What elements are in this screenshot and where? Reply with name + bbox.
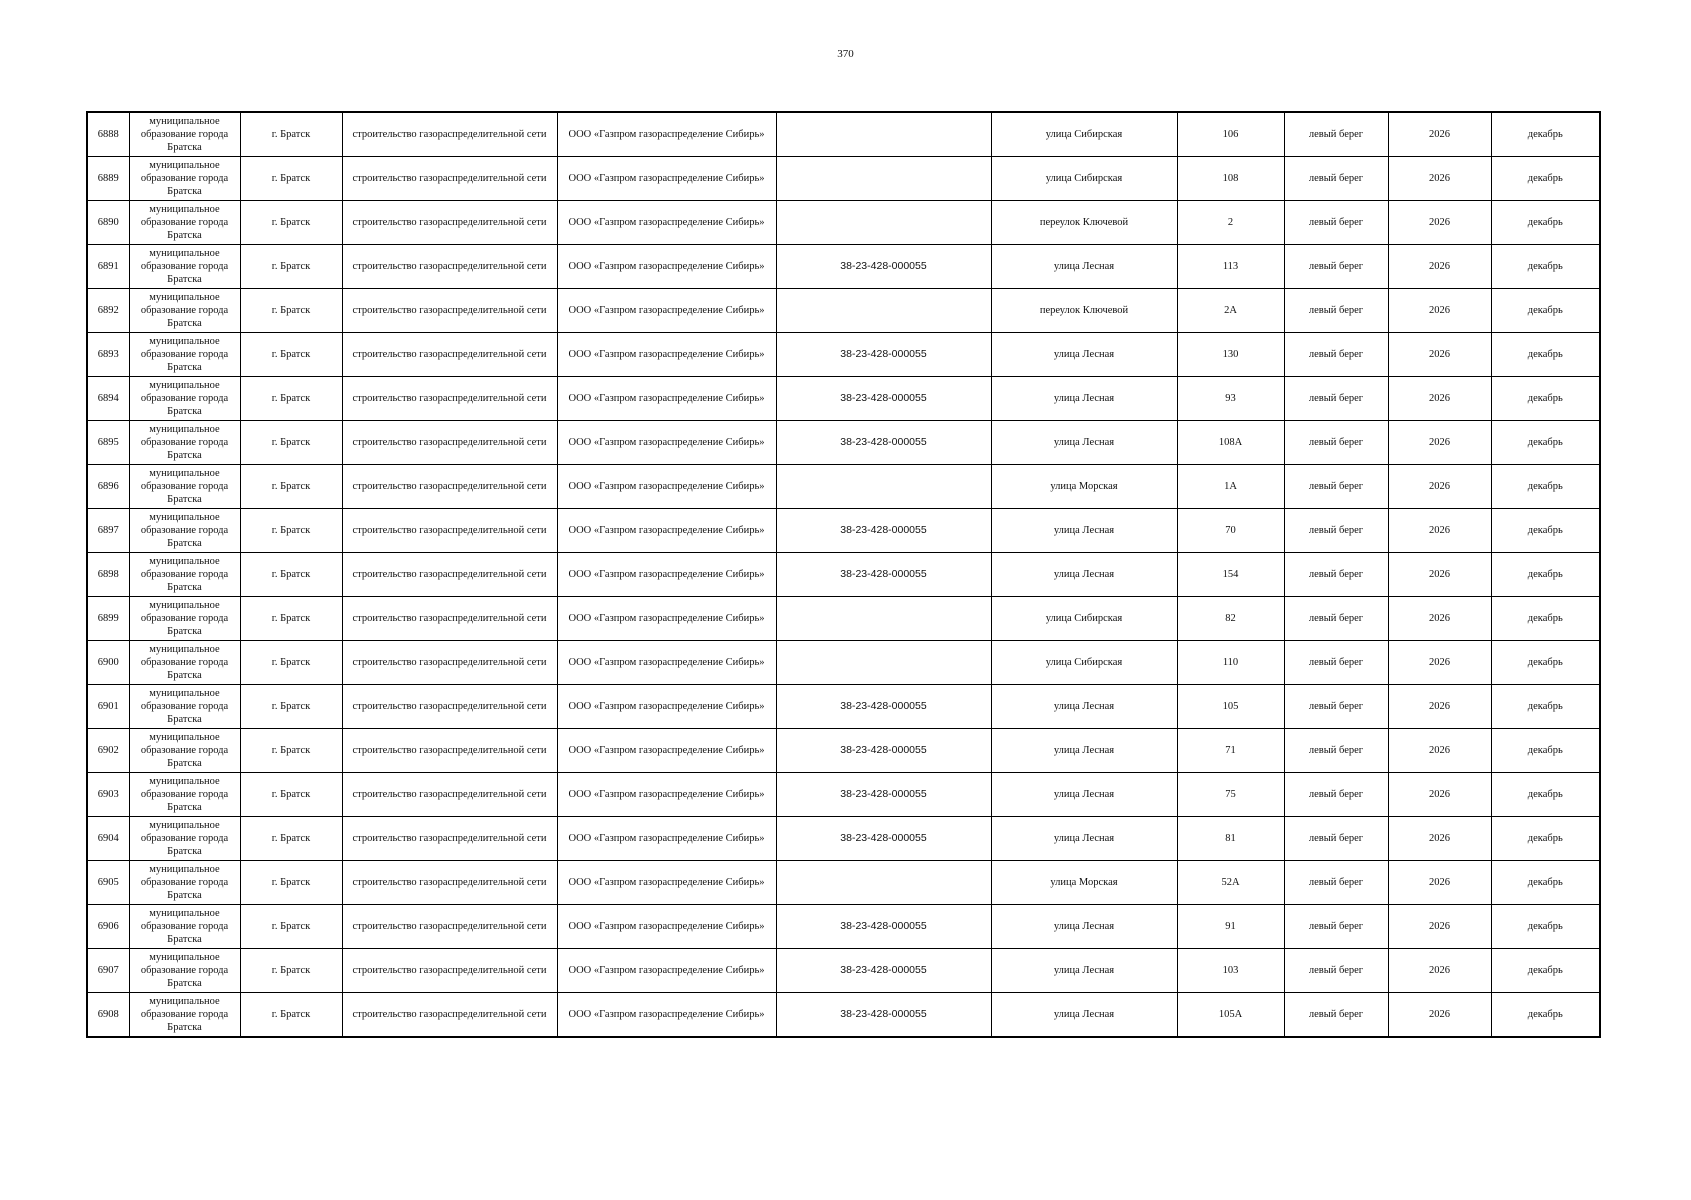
cadastral-cell <box>776 465 991 509</box>
row-number: 6899 <box>87 597 129 641</box>
municipality-cell: муниципальное образование города Братска <box>129 597 240 641</box>
cadastral-cell: 38-23-428-000055 <box>776 729 991 773</box>
table-row <box>87 289 1600 333</box>
house-cell: 106 <box>1177 112 1284 157</box>
cadastral-cell <box>776 201 991 245</box>
municipality-cell: муниципальное образование города Братска <box>129 112 240 157</box>
year-cell: 2026 <box>1388 112 1491 157</box>
organization-cell: ООО «Газпром газораспределение Сибирь» <box>557 157 776 201</box>
year-cell: 2026 <box>1388 773 1491 817</box>
house-cell: 93 <box>1177 377 1284 421</box>
register-body <box>87 112 1600 1037</box>
bank-cell: левый берег <box>1284 597 1388 641</box>
municipality-cell: муниципальное образование города Братска <box>129 553 240 597</box>
house-cell: 70 <box>1177 509 1284 553</box>
year-cell: 2026 <box>1388 817 1491 861</box>
month-cell: декабрь <box>1491 817 1600 861</box>
row-number: 6898 <box>87 553 129 597</box>
house-cell: 2А <box>1177 289 1284 333</box>
bank-cell: левый берег <box>1284 509 1388 553</box>
street-cell: улица Лесная <box>991 421 1177 465</box>
street-cell: улица Сибирская <box>991 641 1177 685</box>
year-cell: 2026 <box>1388 421 1491 465</box>
object-cell: строительство газораспределительной сети <box>342 553 557 597</box>
municipality-cell: муниципальное образование города Братска <box>129 641 240 685</box>
register-table <box>86 111 1601 1038</box>
bank-cell: левый берег <box>1284 905 1388 949</box>
cadastral-cell <box>776 289 991 333</box>
house-cell: 75 <box>1177 773 1284 817</box>
bank-cell: левый берег <box>1284 817 1388 861</box>
table-row <box>87 685 1600 729</box>
house-cell: 71 <box>1177 729 1284 773</box>
table-row <box>87 509 1600 553</box>
organization-cell: ООО «Газпром газораспределение Сибирь» <box>557 112 776 157</box>
row-number: 6893 <box>87 333 129 377</box>
table-row <box>87 553 1600 597</box>
object-cell: строительство газораспределительной сети <box>342 289 557 333</box>
street-cell: улица Лесная <box>991 949 1177 993</box>
object-cell: строительство газораспределительной сети <box>342 641 557 685</box>
street-cell: улица Лесная <box>991 905 1177 949</box>
table-row <box>87 377 1600 421</box>
cadastral-cell: 38-23-428-000055 <box>776 245 991 289</box>
table-row <box>87 993 1600 1038</box>
table-row <box>87 773 1600 817</box>
table-row <box>87 245 1600 289</box>
city-cell: г. Братск <box>240 112 342 157</box>
object-cell: строительство газораспределительной сети <box>342 817 557 861</box>
row-number: 6903 <box>87 773 129 817</box>
organization-cell: ООО «Газпром газораспределение Сибирь» <box>557 993 776 1038</box>
object-cell: строительство газораспределительной сети <box>342 421 557 465</box>
bank-cell: левый берег <box>1284 993 1388 1038</box>
row-number: 6906 <box>87 905 129 949</box>
organization-cell: ООО «Газпром газораспределение Сибирь» <box>557 333 776 377</box>
municipality-cell: муниципальное образование города Братска <box>129 509 240 553</box>
city-cell: г. Братск <box>240 465 342 509</box>
object-cell: строительство газораспределительной сети <box>342 861 557 905</box>
bank-cell: левый берег <box>1284 685 1388 729</box>
row-number: 6891 <box>87 245 129 289</box>
street-cell: улица Морская <box>991 861 1177 905</box>
house-cell: 103 <box>1177 949 1284 993</box>
street-cell: улица Лесная <box>991 553 1177 597</box>
organization-cell: ООО «Газпром газораспределение Сибирь» <box>557 773 776 817</box>
object-cell: строительство газораспределительной сети <box>342 905 557 949</box>
municipality-cell: муниципальное образование города Братска <box>129 861 240 905</box>
municipality-cell: муниципальное образование города Братска <box>129 157 240 201</box>
organization-cell: ООО «Газпром газораспределение Сибирь» <box>557 949 776 993</box>
object-cell: строительство газораспределительной сети <box>342 597 557 641</box>
month-cell: декабрь <box>1491 333 1600 377</box>
bank-cell: левый берег <box>1284 201 1388 245</box>
cadastral-cell: 38-23-428-000055 <box>776 333 991 377</box>
street-cell: улица Лесная <box>991 509 1177 553</box>
year-cell: 2026 <box>1388 201 1491 245</box>
street-cell: улица Лесная <box>991 685 1177 729</box>
month-cell: декабрь <box>1491 377 1600 421</box>
city-cell: г. Братск <box>240 949 342 993</box>
cadastral-cell <box>776 641 991 685</box>
street-cell: переулок Ключевой <box>991 201 1177 245</box>
month-cell: декабрь <box>1491 112 1600 157</box>
municipality-cell: муниципальное образование города Братска <box>129 245 240 289</box>
municipality-cell: муниципальное образование города Братска <box>129 949 240 993</box>
row-number: 6905 <box>87 861 129 905</box>
bank-cell: левый берег <box>1284 421 1388 465</box>
street-cell: улица Лесная <box>991 729 1177 773</box>
house-cell: 154 <box>1177 553 1284 597</box>
city-cell: г. Братск <box>240 685 342 729</box>
table-row <box>87 949 1600 993</box>
organization-cell: ООО «Газпром газораспределение Сибирь» <box>557 201 776 245</box>
city-cell: г. Братск <box>240 157 342 201</box>
row-number: 6889 <box>87 157 129 201</box>
house-cell: 108А <box>1177 421 1284 465</box>
street-cell: переулок Ключевой <box>991 289 1177 333</box>
bank-cell: левый берег <box>1284 157 1388 201</box>
object-cell: строительство газораспределительной сети <box>342 729 557 773</box>
cadastral-cell: 38-23-428-000055 <box>776 817 991 861</box>
street-cell: улица Лесная <box>991 245 1177 289</box>
object-cell: строительство газораспределительной сети <box>342 773 557 817</box>
city-cell: г. Братск <box>240 377 342 421</box>
month-cell: декабрь <box>1491 289 1600 333</box>
street-cell: улица Лесная <box>991 773 1177 817</box>
row-number: 6907 <box>87 949 129 993</box>
table-row <box>87 333 1600 377</box>
city-cell: г. Братск <box>240 333 342 377</box>
month-cell: декабрь <box>1491 157 1600 201</box>
municipality-cell: муниципальное образование города Братска <box>129 333 240 377</box>
month-cell: декабрь <box>1491 861 1600 905</box>
house-cell: 113 <box>1177 245 1284 289</box>
cadastral-cell: 38-23-428-000055 <box>776 949 991 993</box>
house-cell: 82 <box>1177 597 1284 641</box>
house-cell: 2 <box>1177 201 1284 245</box>
bank-cell: левый берег <box>1284 112 1388 157</box>
table-row <box>87 597 1600 641</box>
organization-cell: ООО «Газпром газораспределение Сибирь» <box>557 377 776 421</box>
cadastral-cell: 38-23-428-000055 <box>776 553 991 597</box>
year-cell: 2026 <box>1388 993 1491 1038</box>
year-cell: 2026 <box>1388 245 1491 289</box>
table-row <box>87 905 1600 949</box>
city-cell: г. Братск <box>240 289 342 333</box>
month-cell: декабрь <box>1491 993 1600 1038</box>
bank-cell: левый берег <box>1284 641 1388 685</box>
municipality-cell: муниципальное образование города Братска <box>129 377 240 421</box>
month-cell: декабрь <box>1491 685 1600 729</box>
organization-cell: ООО «Газпром газораспределение Сибирь» <box>557 245 776 289</box>
month-cell: декабрь <box>1491 905 1600 949</box>
year-cell: 2026 <box>1388 685 1491 729</box>
city-cell: г. Братск <box>240 817 342 861</box>
month-cell: декабрь <box>1491 597 1600 641</box>
organization-cell: ООО «Газпром газораспределение Сибирь» <box>557 641 776 685</box>
row-number: 6901 <box>87 685 129 729</box>
object-cell: строительство газораспределительной сети <box>342 949 557 993</box>
house-cell: 1А <box>1177 465 1284 509</box>
city-cell: г. Братск <box>240 861 342 905</box>
organization-cell: ООО «Газпром газораспределение Сибирь» <box>557 509 776 553</box>
city-cell: г. Братск <box>240 553 342 597</box>
municipality-cell: муниципальное образование города Братска <box>129 729 240 773</box>
year-cell: 2026 <box>1388 157 1491 201</box>
cadastral-cell: 38-23-428-000055 <box>776 377 991 421</box>
bank-cell: левый берег <box>1284 553 1388 597</box>
organization-cell: ООО «Газпром газораспределение Сибирь» <box>557 553 776 597</box>
organization-cell: ООО «Газпром газораспределение Сибирь» <box>557 597 776 641</box>
year-cell: 2026 <box>1388 949 1491 993</box>
cadastral-cell <box>776 597 991 641</box>
object-cell: строительство газораспределительной сети <box>342 685 557 729</box>
month-cell: декабрь <box>1491 641 1600 685</box>
month-cell: декабрь <box>1491 773 1600 817</box>
cadastral-cell: 38-23-428-000055 <box>776 993 991 1038</box>
street-cell: улица Сибирская <box>991 112 1177 157</box>
table-row <box>87 465 1600 509</box>
organization-cell: ООО «Газпром газораспределение Сибирь» <box>557 465 776 509</box>
row-number: 6897 <box>87 509 129 553</box>
house-cell: 105 <box>1177 685 1284 729</box>
bank-cell: левый берег <box>1284 729 1388 773</box>
municipality-cell: муниципальное образование города Братска <box>129 201 240 245</box>
year-cell: 2026 <box>1388 333 1491 377</box>
house-cell: 52А <box>1177 861 1284 905</box>
house-cell: 81 <box>1177 817 1284 861</box>
object-cell: строительство газораспределительной сети <box>342 377 557 421</box>
street-cell: улица Лесная <box>991 333 1177 377</box>
year-cell: 2026 <box>1388 509 1491 553</box>
municipality-cell: муниципальное образование города Братска <box>129 905 240 949</box>
house-cell: 105А <box>1177 993 1284 1038</box>
house-cell: 108 <box>1177 157 1284 201</box>
year-cell: 2026 <box>1388 377 1491 421</box>
year-cell: 2026 <box>1388 905 1491 949</box>
object-cell: строительство газораспределительной сети <box>342 509 557 553</box>
page-number: 370 <box>837 48 854 60</box>
row-number: 6902 <box>87 729 129 773</box>
city-cell: г. Братск <box>240 905 342 949</box>
municipality-cell: муниципальное образование города Братска <box>129 773 240 817</box>
row-number: 6904 <box>87 817 129 861</box>
year-cell: 2026 <box>1388 861 1491 905</box>
house-cell: 130 <box>1177 333 1284 377</box>
bank-cell: левый берег <box>1284 245 1388 289</box>
organization-cell: ООО «Газпром газораспределение Сибирь» <box>557 729 776 773</box>
street-cell: улица Сибирская <box>991 597 1177 641</box>
bank-cell: левый берег <box>1284 377 1388 421</box>
year-cell: 2026 <box>1388 465 1491 509</box>
object-cell: строительство газораспределительной сети <box>342 112 557 157</box>
organization-cell: ООО «Газпром газораспределение Сибирь» <box>557 861 776 905</box>
cadastral-cell: 38-23-428-000055 <box>776 905 991 949</box>
year-cell: 2026 <box>1388 289 1491 333</box>
municipality-cell: муниципальное образование города Братска <box>129 289 240 333</box>
street-cell: улица Лесная <box>991 817 1177 861</box>
city-cell: г. Братск <box>240 245 342 289</box>
object-cell: строительство газораспределительной сети <box>342 201 557 245</box>
cadastral-cell <box>776 157 991 201</box>
row-number: 6896 <box>87 465 129 509</box>
month-cell: декабрь <box>1491 201 1600 245</box>
row-number: 6908 <box>87 993 129 1038</box>
row-number: 6890 <box>87 201 129 245</box>
house-cell: 110 <box>1177 641 1284 685</box>
month-cell: декабрь <box>1491 729 1600 773</box>
object-cell: строительство газораспределительной сети <box>342 333 557 377</box>
row-number: 6900 <box>87 641 129 685</box>
row-number: 6894 <box>87 377 129 421</box>
cadastral-cell <box>776 861 991 905</box>
cadastral-cell: 38-23-428-000055 <box>776 685 991 729</box>
table-row <box>87 641 1600 685</box>
month-cell: декабрь <box>1491 465 1600 509</box>
table-row <box>87 112 1600 157</box>
street-cell: улица Сибирская <box>991 157 1177 201</box>
municipality-cell: муниципальное образование города Братска <box>129 993 240 1038</box>
house-cell: 91 <box>1177 905 1284 949</box>
row-number: 6892 <box>87 289 129 333</box>
bank-cell: левый берег <box>1284 333 1388 377</box>
object-cell: строительство газораспределительной сети <box>342 157 557 201</box>
cadastral-cell: 38-23-428-000055 <box>776 421 991 465</box>
table-row <box>87 421 1600 465</box>
object-cell: строительство газораспределительной сети <box>342 465 557 509</box>
city-cell: г. Братск <box>240 773 342 817</box>
organization-cell: ООО «Газпром газораспределение Сибирь» <box>557 905 776 949</box>
city-cell: г. Братск <box>240 993 342 1038</box>
bank-cell: левый берег <box>1284 465 1388 509</box>
table-row <box>87 861 1600 905</box>
object-cell: строительство газораспределительной сети <box>342 245 557 289</box>
year-cell: 2026 <box>1388 729 1491 773</box>
city-cell: г. Братск <box>240 729 342 773</box>
street-cell: улица Морская <box>991 465 1177 509</box>
table-row <box>87 201 1600 245</box>
city-cell: г. Братск <box>240 201 342 245</box>
bank-cell: левый берег <box>1284 861 1388 905</box>
city-cell: г. Братск <box>240 641 342 685</box>
city-cell: г. Братск <box>240 421 342 465</box>
cadastral-cell: 38-23-428-000055 <box>776 509 991 553</box>
municipality-cell: муниципальное образование города Братска <box>129 817 240 861</box>
month-cell: декабрь <box>1491 509 1600 553</box>
street-cell: улица Лесная <box>991 993 1177 1038</box>
bank-cell: левый берег <box>1284 949 1388 993</box>
table-row <box>87 729 1600 773</box>
month-cell: декабрь <box>1491 245 1600 289</box>
organization-cell: ООО «Газпром газораспределение Сибирь» <box>557 421 776 465</box>
row-number: 6895 <box>87 421 129 465</box>
year-cell: 2026 <box>1388 641 1491 685</box>
bank-cell: левый берег <box>1284 289 1388 333</box>
city-cell: г. Братск <box>240 597 342 641</box>
year-cell: 2026 <box>1388 553 1491 597</box>
cadastral-cell <box>776 112 991 157</box>
municipality-cell: муниципальное образование города Братска <box>129 685 240 729</box>
municipality-cell: муниципальное образование города Братска <box>129 421 240 465</box>
month-cell: декабрь <box>1491 949 1600 993</box>
row-number: 6888 <box>87 112 129 157</box>
year-cell: 2026 <box>1388 597 1491 641</box>
street-cell: улица Лесная <box>991 377 1177 421</box>
city-cell: г. Братск <box>240 509 342 553</box>
municipality-cell: муниципальное образование города Братска <box>129 465 240 509</box>
month-cell: декабрь <box>1491 421 1600 465</box>
table-row <box>87 157 1600 201</box>
month-cell: декабрь <box>1491 553 1600 597</box>
object-cell: строительство газораспределительной сети <box>342 993 557 1038</box>
organization-cell: ООО «Газпром газораспределение Сибирь» <box>557 289 776 333</box>
cadastral-cell: 38-23-428-000055 <box>776 773 991 817</box>
bank-cell: левый берег <box>1284 773 1388 817</box>
organization-cell: ООО «Газпром газораспределение Сибирь» <box>557 685 776 729</box>
organization-cell: ООО «Газпром газораспределение Сибирь» <box>557 817 776 861</box>
table-row <box>87 817 1600 861</box>
